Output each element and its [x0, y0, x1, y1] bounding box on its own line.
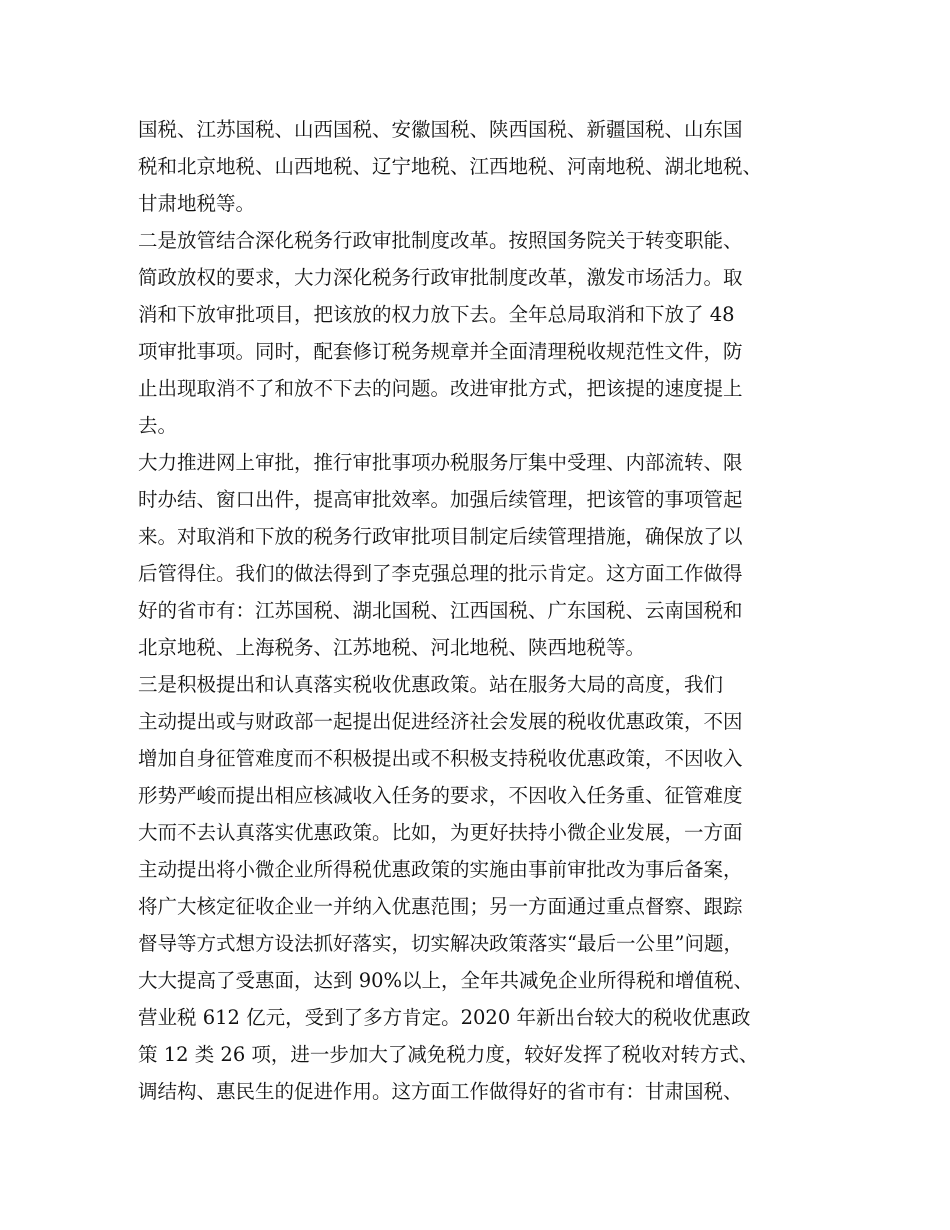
text-line: 增加自身征管难度而不积极提出或不积极支持税收优惠政策，不因收入 — [138, 747, 743, 770]
text-line: 二是放管结合深化税务行政审批制度改革。按照国务院关于转变职能、 — [138, 229, 743, 252]
text-line: 止出现取消不了和放不下去的问题。改进审批方式，把该提的速度提上 — [138, 377, 743, 400]
text-line: 大力推进网上审批，推行审批事项办税服务厅集中受理、内部流转、限 — [138, 451, 743, 474]
text-line: 督导等方式想方设法抓好落实，切实解决政策落实“最后一公里”问题， — [138, 932, 743, 955]
text-line: 简政放权的要求，大力深化税务行政审批制度改革，激发市场活力。取 — [138, 266, 743, 289]
text-line: 大大提高了受惠面，达到 90%以上，全年共减免企业所得税和增值税、 — [138, 969, 754, 992]
text-line: 项审批事项。同时，配套修订税务规章并全面清理税收规范性文件，防 — [138, 340, 743, 363]
text-line: 税和北京地税、山西地税、辽宁地税、江西地税、河南地税、湖北地税、 — [138, 155, 763, 178]
text-line: 后管得住。我们的做法得到了李克强总理的批示肯定。这方面工作做得 — [138, 562, 743, 585]
text-line: 甘肃地税等。 — [138, 192, 256, 215]
text-line: 主动提出或与财政部一起提出促进经济社会发展的税收优惠政策，不因 — [138, 710, 743, 733]
text-line: 策 12 类 26 项，进一步加大了减免税力度，较好发挥了税收对转方式、 — [138, 1043, 759, 1066]
text-line: 主动提出将小微企业所得税优惠政策的实施由事前审批改为事后备案， — [138, 858, 743, 881]
text-line: 北京地税、上海税务、江苏地税、河北地税、陕西地税等。 — [138, 636, 646, 659]
text-line: 将广大核定征收企业一并纳入优惠范围；另一方面通过重点督察、跟踪 — [138, 895, 743, 918]
text-line: 时办结、窗口出件，提高审批效率。加强后续管理，把该管的事项管起 — [138, 488, 743, 511]
text-line: 形势严峻而提出相应核减收入任务的要求，不因收入任务重、征管难度 — [138, 784, 743, 807]
text-line: 消和下放审批项目，把该放的权力放下去。全年总局取消和下放了 48 — [138, 303, 735, 326]
text-line: 来。对取消和下放的税务行政审批项目制定后续管理措施，确保放了以 — [138, 525, 743, 548]
text-line: 国税、江苏国税、山西国税、安徽国税、陕西国税、新疆国税、山东国 — [138, 118, 743, 141]
text-line: 去。 — [138, 414, 178, 437]
text-line: 好的省市有：江苏国税、湖北国税、江西国税、广东国税、云南国税和 — [138, 599, 743, 622]
text-line: 大而不去认真落实优惠政策。比如，为更好扶持小微企业发展，一方面 — [138, 821, 743, 844]
text-line: 三是积极提出和认真落实税收优惠政策。站在服务大局的高度，我们 — [138, 673, 724, 696]
text-line: 调结构、惠民生的促进作用。这方面工作做得好的省市有：甘肃国税、 — [138, 1080, 743, 1103]
text-line: 营业税 612 亿元，受到了多方肯定。2020 年新出台较大的税收优惠政 — [138, 1006, 751, 1029]
